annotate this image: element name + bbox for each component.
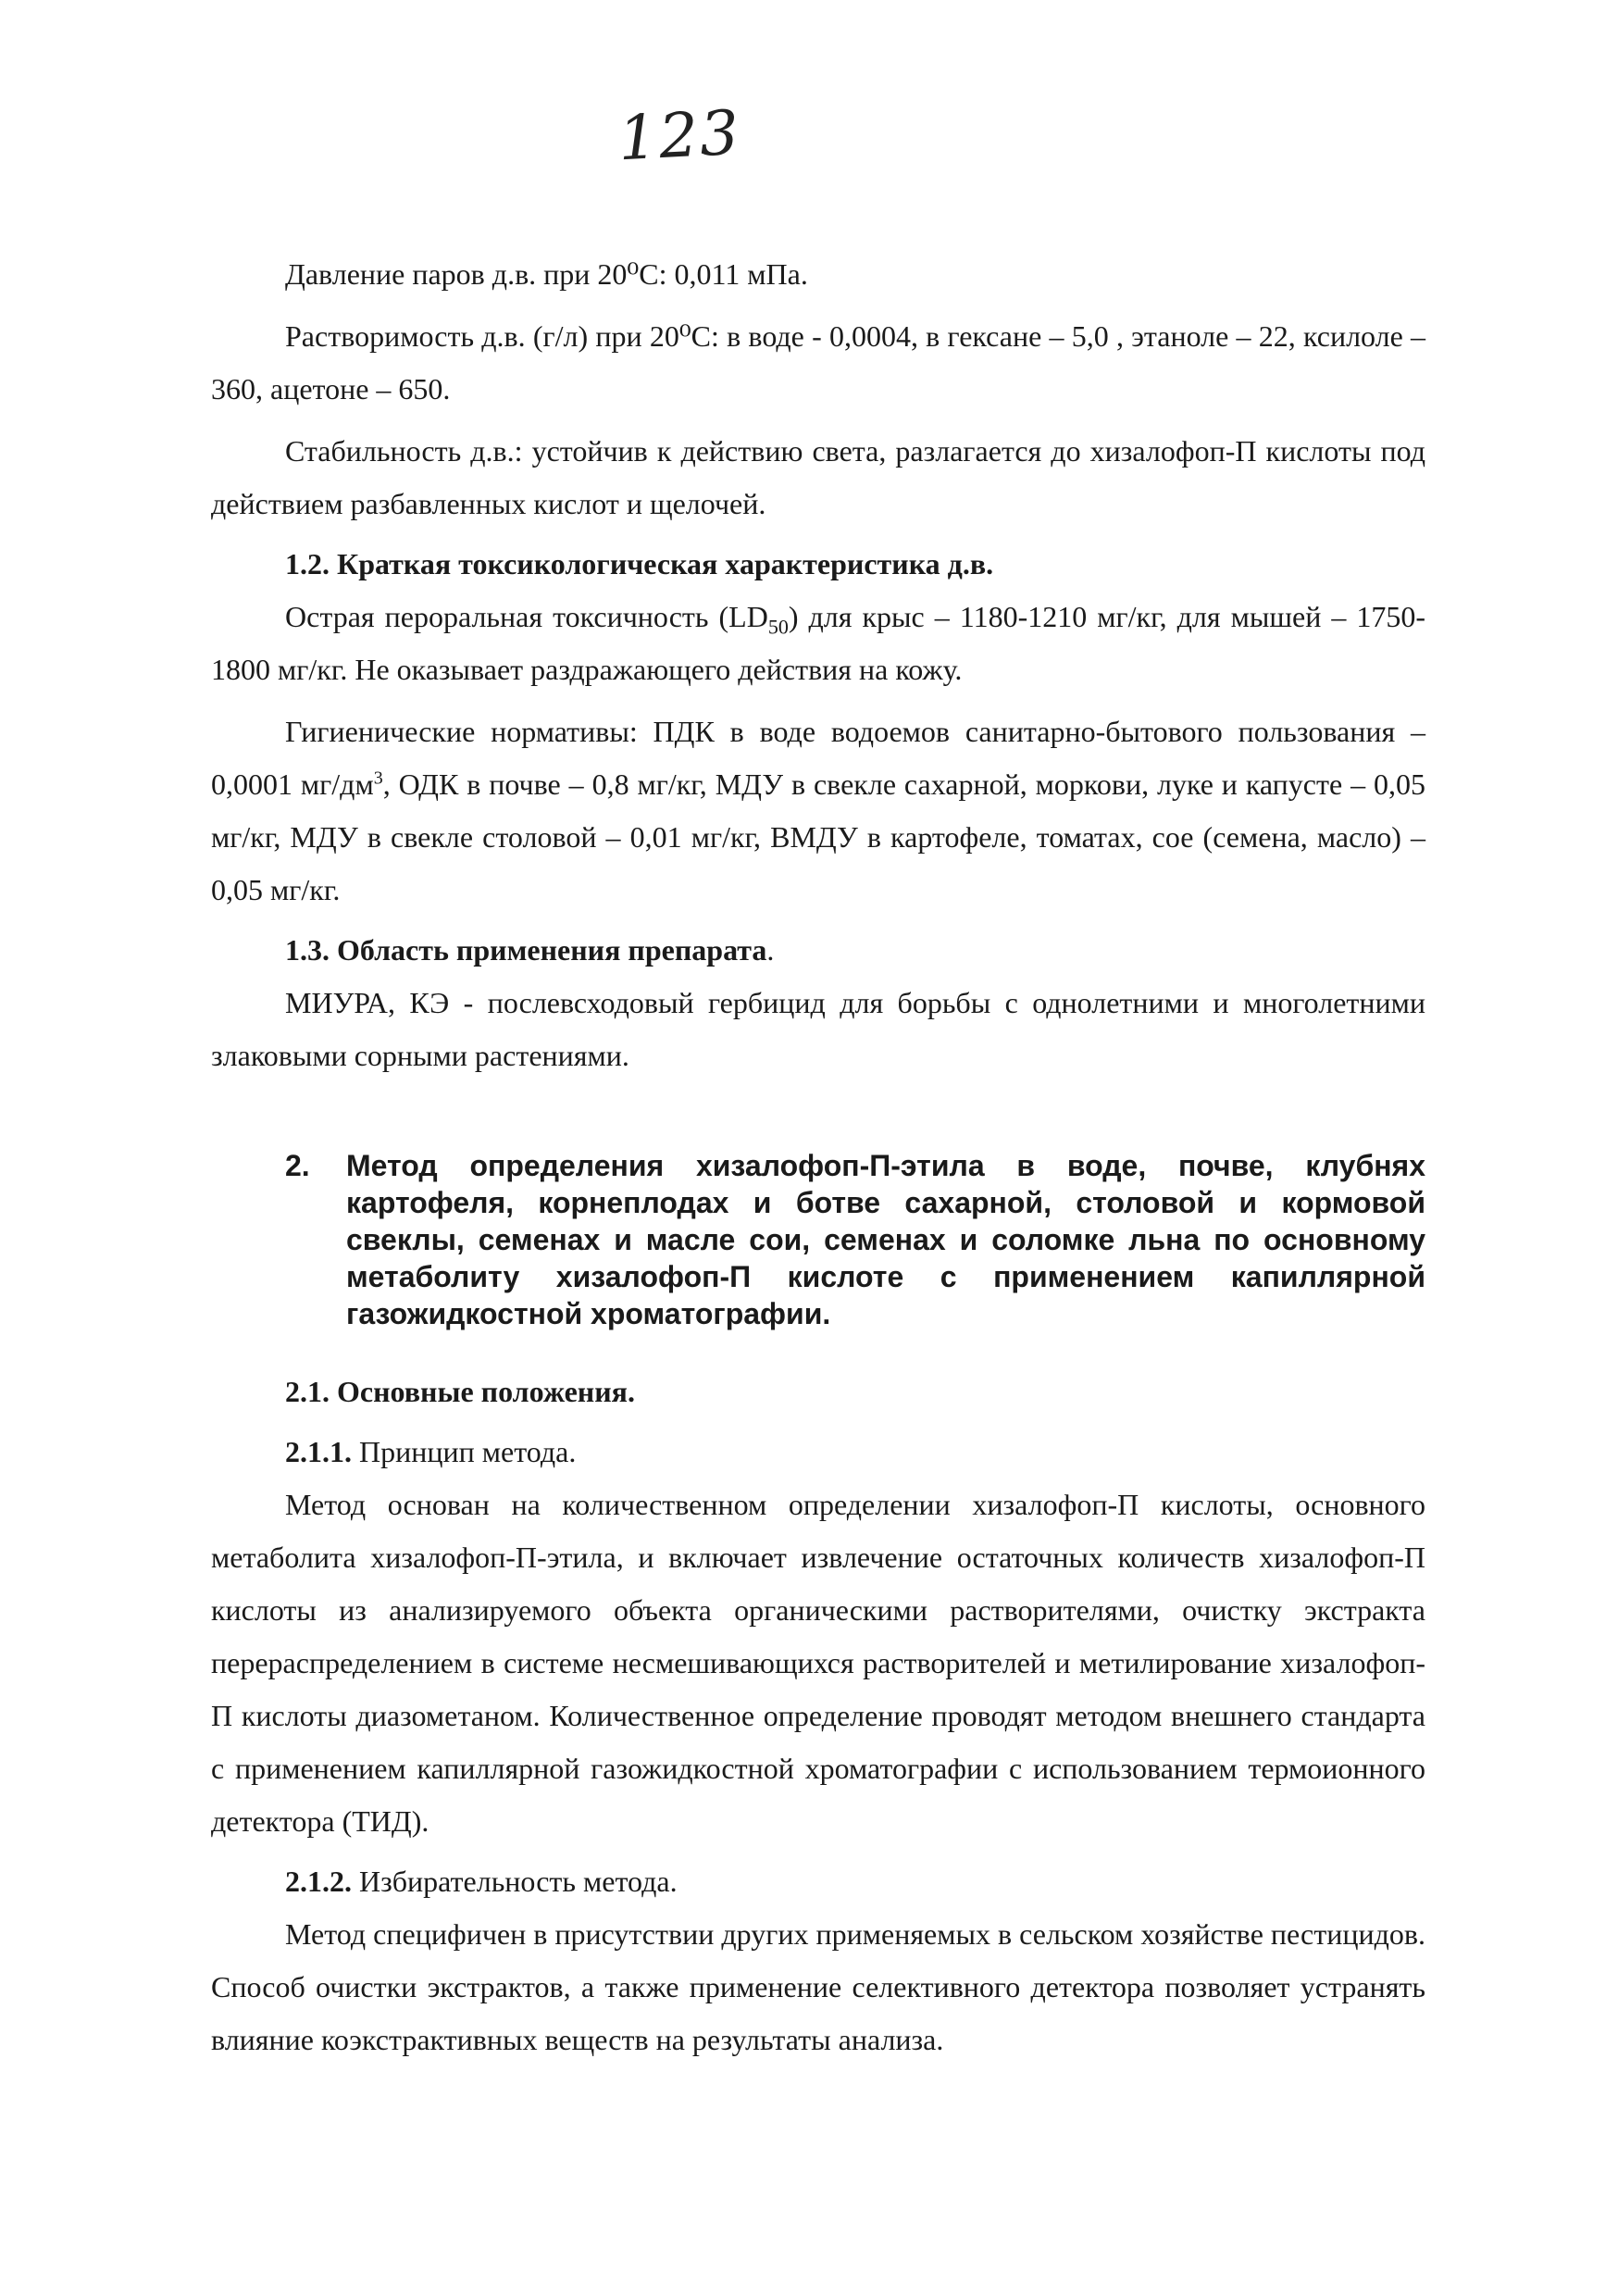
section-2-1-1-title: Принцип метода. <box>352 1435 577 1468</box>
hygiene-paragraph <box>211 705 1425 917</box>
section-2-1-heading: 2.1. Основные положения. <box>285 1375 635 1408</box>
toxicity-text-a: Острая пероральная токсичность (LD <box>285 600 768 633</box>
section-1-2-heading: 1.2. Краткая токсикологическая характеристика д.в. <box>285 547 994 580</box>
selectivity-paragraph: Метод специфичен в присутствии других применяемых в сельском хозяйстве пестицидов. Способ очистки экстрактов, а также применение селективного детектора позволяет устранять влияние коэкстрактивных веществ на результаты анализа. <box>211 1917 1425 2056</box>
solubility-paragraph: Растворимость д.в. (г/л) при 20⁰С: в воде - 0,0004, в гексане – 5,0 , этаноле – 22, ксилоле – 360, ацетоне – 650. <box>211 319 1425 406</box>
ld-subscript: 50 <box>767 615 789 639</box>
unit-superscript: 3 <box>373 767 383 789</box>
section-1-3-heading <box>211 924 1425 977</box>
toxicity-paragraph <box>211 591 1425 696</box>
section-2-heading <box>211 1147 1425 1332</box>
section-2-number: 2. <box>285 1149 310 1182</box>
toxicity-text-b: ) для крыс – 1180-1210 мг/кг, для мышей – 1750-1800 мг/кг. Не оказывает раздражающего действия на кожу. <box>211 600 1426 686</box>
section-1-3-title-end: . <box>766 933 775 967</box>
document-body <box>211 248 1425 2066</box>
stability-paragraph: Стабильность д.в.: устойчив к действию света, разлагается до хизалофоп-П кислоты под действием разбавленных кислот и щелочей. <box>211 434 1425 520</box>
vapor-pressure-paragraph: Давление паров д.в. при 20⁰С: 0,011 мПа. <box>285 257 808 291</box>
section-1-3-title: 1.3. Область применения препарата <box>285 933 767 967</box>
section-2-title: Метод определения хизалофоп-П-этила в воде, почве, клубнях картофеля, корнеплодах и ботве сахарной, столовой и кормовой свеклы, семенах и масле сои, семенах и соломке льна по основному метаболиту хизалофоп-П кислоте с применением капиллярной газожидкостной хроматографии. <box>346 1149 1425 1330</box>
method-principle-paragraph: Метод основан на количественном определении хизалофоп-П кислоты, основного метаболита хизалофоп-П-этила, и включает извлечение остаточных количеств хизалофоп-П кислоты из анализируемого объекта органическими растворителями, очистку экстракта перераспределением в системе несмешивающихся растворителей и метилирование хизалофоп-П кислоты диазометаном. Количественное определение проводят методом внешнего стандарта с применением капиллярной газожидкостной хроматографии с использованием термоионного детектора (ТИД). <box>211 1488 1425 1838</box>
section-2-1-1-heading <box>211 1426 1425 1479</box>
section-2-1-1-number: 2.1.1. <box>285 1435 352 1468</box>
application-paragraph: МИУРА, КЭ - послевсходовый гербицид для борьбы с однолетними и многолетними злаковыми сорными растениями. <box>211 986 1425 1072</box>
section-2-1-2-title: Избирательность метода. <box>352 1865 678 1898</box>
section-2-1-2-number: 2.1.2. <box>285 1865 352 1898</box>
page-number: 123 <box>616 96 742 175</box>
hygiene-text-a: Гигиенические нормативы: ПДК в воде водоемов санитарно-бытового пользования – 0,0001 мг/дм <box>211 715 1425 801</box>
hygiene-text-b: , ОДК в почве – 0,8 мг/кг, МДУ в свекле сахарной, моркови, луке и капусте – 0,05 мг/кг, МДУ в свекле столовой – 0,01 мг/кг, ВМДУ в картофеле, томатах, сое (семена, масло) – 0,05 мг/кг. <box>211 767 1426 906</box>
section-2-1-2-heading <box>211 1855 1425 1908</box>
